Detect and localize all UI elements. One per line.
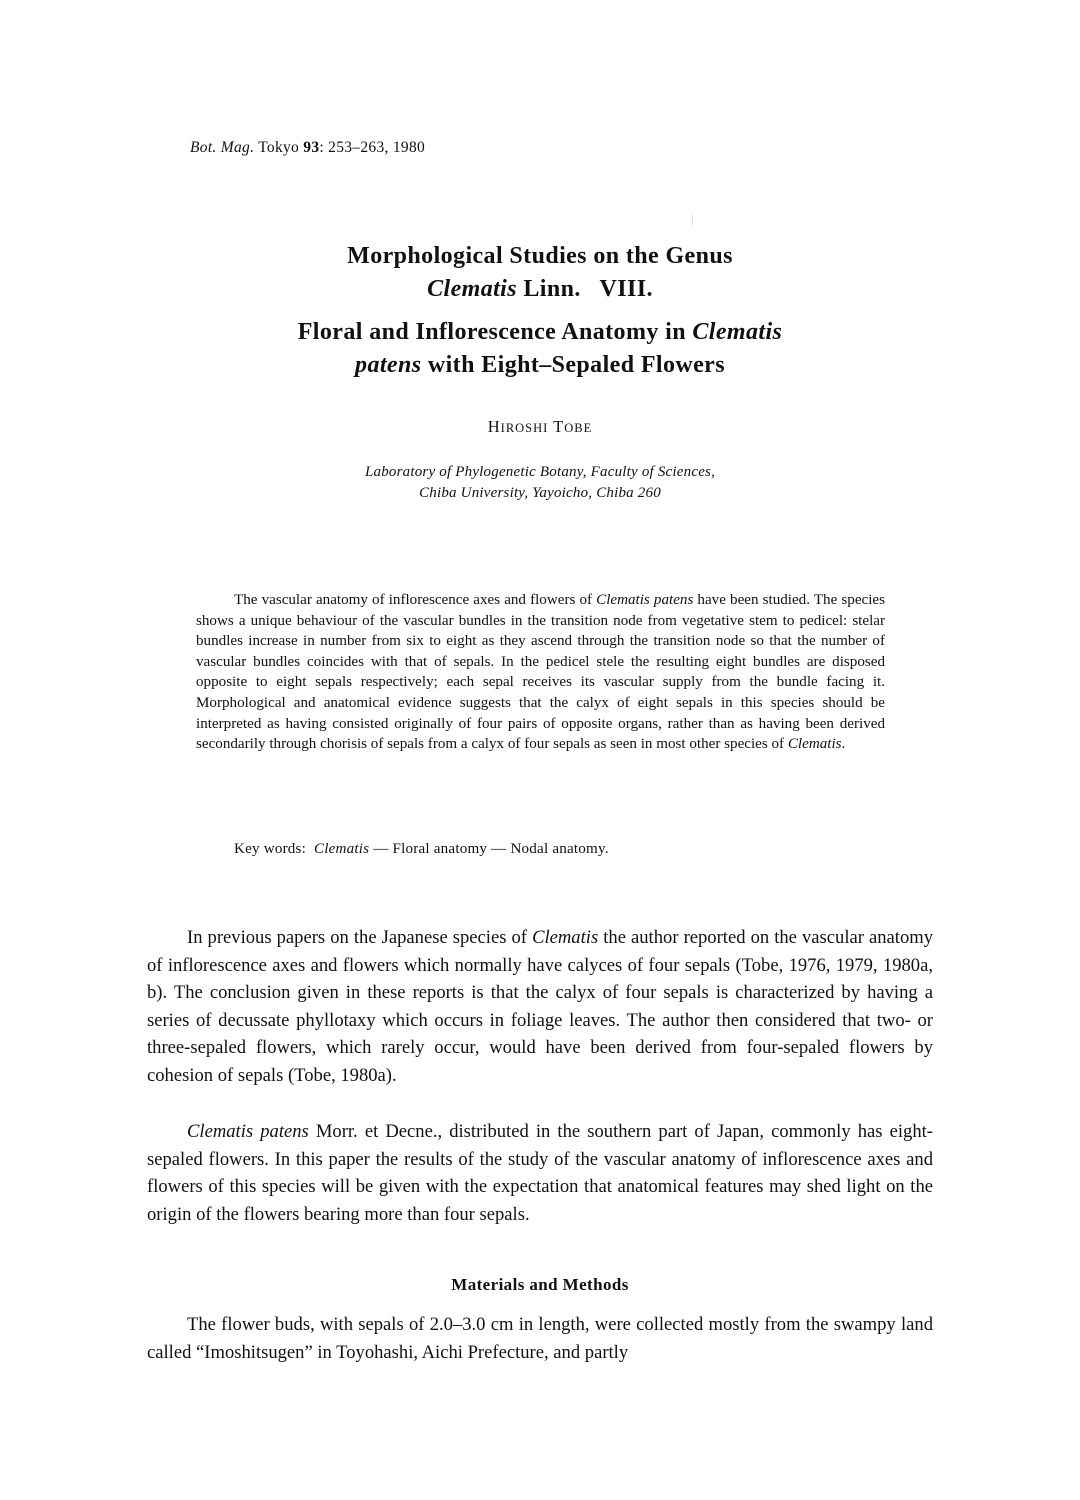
author-last-rest: OBE <box>564 421 593 435</box>
title-linn-number: Linn. VIII. <box>523 276 653 302</box>
para1-text-b: the author reported on the vascular anatomy of inflorescence axes and flowers which normally have calyces of four sepals (Tobe, 1976, 1979, 1980a, b). The conclusion given in these reports is that the calyx of four sepals is characterized by having a series of decussate phyllotaxy which occurs in foliage leaves. The author then considered that two- or three-sepaled flowers, which rarely occur, would have been derived from four-sepaled flowers by cohesion of sepals (Tobe, 1980a). <box>147 927 934 1086</box>
citation-city: Tokyo <box>258 139 300 156</box>
body-paragraph-1 <box>147 924 933 1089</box>
abstract-text-1: The vascular anatomy of inflorescence axes and flowers of <box>234 592 597 608</box>
author-last-initial: T <box>553 417 565 436</box>
abstract <box>196 590 885 755</box>
keywords-label: Key words: <box>234 841 307 857</box>
abstract-species: Clematis patens <box>596 592 694 608</box>
title-genus: Clematis <box>427 276 517 302</box>
author-first-initial: H <box>487 417 501 436</box>
title-line-1: Morphological Studies on the Genus <box>347 243 733 269</box>
paper-title <box>140 240 940 382</box>
para1-genus: Clematis <box>532 927 599 948</box>
abstract-text-3: . <box>841 736 846 753</box>
abstract-text-2: have been studied. The species shows a unique behaviour of the vascular bundles in the transition node from vegetative stem to pedicel: stelar bundles increase in number from six to eight as they ascend through the transition node so that the number of vascular bundles coincides with that of sepals. In the pedicel stele the resulting eight bundles are disposed opposite to eight sepals respectively; each sepal receives its vascular supply from the bundle facing it. Morphological and anatomical evidence suggests that the calyx of eight sepals in this species should be interpreted as having consisted originally of four pairs of opposite organs, rather than as having been derived secondarily through chorisis of sepals from a calyx of four sepals as seen in most other species of <box>196 592 885 753</box>
keyword-separator: — <box>491 841 507 857</box>
para2-species: Clematis patens <box>187 1121 309 1142</box>
section-heading-materials-methods: Materials and Methods <box>451 1275 629 1294</box>
keyword-3: Nodal anatomy. <box>510 841 609 857</box>
subtitle-text-1: Floral and Inflorescence Anatomy in <box>297 319 686 345</box>
citation-journal-bot: Bot. <box>190 139 217 156</box>
author-affiliation <box>140 462 940 504</box>
subtitle-text-2: with Eight–Sepaled Flowers <box>427 352 725 378</box>
abstract-genus: Clematis <box>787 736 842 753</box>
scan-mark <box>692 214 693 226</box>
subtitle-line-2 <box>140 349 940 382</box>
title-line-2 <box>140 273 940 306</box>
para2-text: Morr. et Decne., distributed in the southern part of Japan, commonly has eight-sepaled flowers. In this paper the results of the study of the vascular anatomy of inflorescence axes and flowers of this species will be given with the expectation that anatomical features may shed light on the origin of the flowers bearing more than four sepals. <box>147 1121 933 1225</box>
body-paragraph-2 <box>147 1118 933 1228</box>
journal-citation <box>190 139 425 157</box>
keywords <box>234 841 609 858</box>
citation-pages-year: : 253–263, 1980 <box>319 139 426 156</box>
keyword-separator: — <box>373 841 389 857</box>
subtitle-line-1 <box>140 316 940 349</box>
author-first-rest: IROSHI <box>500 421 549 435</box>
citation-volume: 93 <box>303 139 320 156</box>
affiliation-line-1: Laboratory of Phylogenetic Botany, Faculty of Sciences, <box>364 464 716 480</box>
para1-text-a: In previous papers on the Japanese species of <box>187 927 533 948</box>
citation-journal-mag: Mag. <box>220 139 255 156</box>
subtitle-genus: Clematis <box>692 319 783 345</box>
subtitle-species: patens <box>355 352 422 378</box>
keyword-2: Floral anatomy <box>392 841 488 857</box>
body-paragraph-3: The flower buds, with sepals of 2.0–3.0 cm in length, were collected mostly from the swampy land called “Imoshitsugen” in Toyohashi, Aichi Prefecture, and partly <box>147 1314 933 1363</box>
author-name <box>140 417 940 437</box>
affiliation-line-2: Chiba University, Yayoicho, Chiba 260 <box>419 485 661 501</box>
keyword-1: Clematis <box>313 841 370 857</box>
